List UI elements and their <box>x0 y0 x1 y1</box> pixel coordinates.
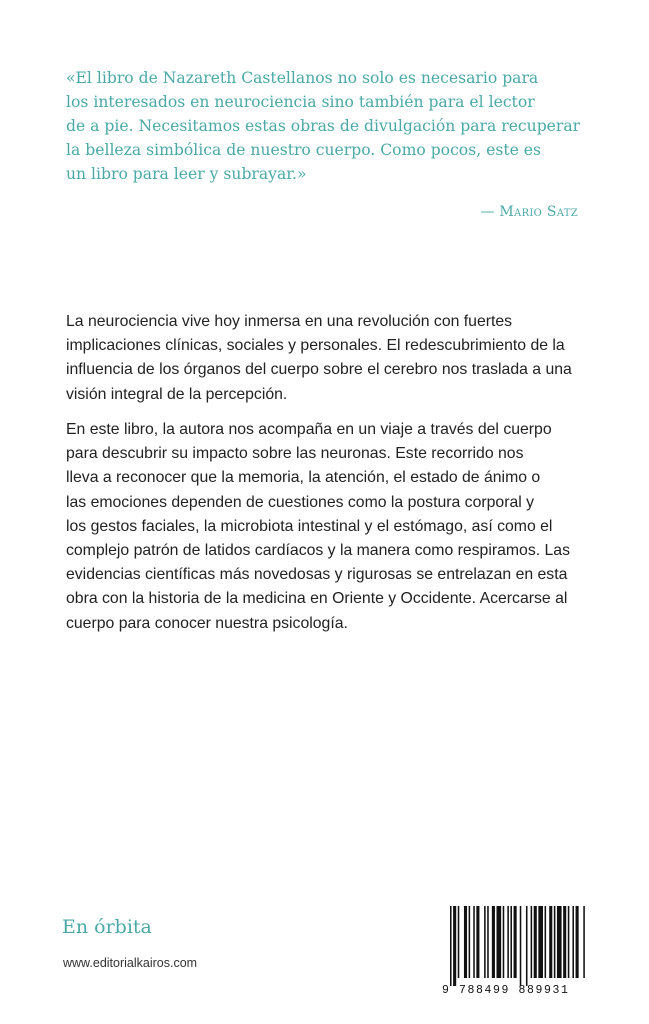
quote-line: los interesados en neurociencia sino también para el lector <box>66 93 535 111</box>
paragraph-line: En este libro, la autora nos acompaña en un viaje a través del cuerpo <box>66 421 552 438</box>
barcode-bar <box>458 906 460 978</box>
paragraph-line: obra con la historia de la medicina en Oriente y Occidente. Acercarse al <box>66 590 568 608</box>
barcode-bar <box>534 906 537 978</box>
collection-name: En órbita <box>62 916 152 938</box>
isbn-digits: 9 788499 889931 <box>442 984 570 997</box>
description-paragraph-2 <box>66 418 606 636</box>
paragraph-line: implicaciones clínicas, sociales y personales. El redescubrimiento de la <box>66 337 565 355</box>
barcode-bar <box>563 906 566 978</box>
barcode-bar <box>450 906 452 986</box>
barcode-bar <box>526 906 528 986</box>
barcode-bar <box>514 906 517 978</box>
endorsement-quote <box>66 66 596 186</box>
publisher-website: www.editorialkairos.com <box>63 956 198 970</box>
paragraph-line: los gestos faciales, la microbiota intestinal y el estómago, así como el <box>66 517 553 535</box>
quote-line: de a pie. Necesitamos estas obras de divulgación para recuperar <box>66 117 581 135</box>
paragraph-line: para descubrir su impacto sobre las neuronas. Este recorrido nos <box>66 445 524 463</box>
quote-line: la belleza simbólica de nuestro cuerpo. Como pocos, este es <box>66 141 542 159</box>
barcode-bar <box>538 906 543 978</box>
barcode-bar <box>487 906 489 978</box>
barcode-bar <box>492 906 495 978</box>
barcode-bar <box>507 906 509 978</box>
paragraph-line: influencia de los órganos del cuerpo sobre el cerebro nos traslada a una <box>66 361 572 379</box>
barcode-bar <box>464 906 467 978</box>
paragraph-line: lleva a reconocer que la memoria, la atención, el estado de ánimo o <box>66 469 541 487</box>
barcode-bar <box>520 906 522 986</box>
barcode-bars <box>436 906 588 986</box>
barcode-bar <box>583 906 585 978</box>
barcode-bar <box>531 906 533 978</box>
isbn-barcode <box>436 906 588 998</box>
paragraph-line: La neurociencia vive hoy inmersa en una revolución con fuertes <box>66 313 513 330</box>
barcode-bar <box>568 906 570 978</box>
barcode-bar <box>545 906 547 978</box>
quote-attribution <box>480 204 578 220</box>
paragraph-line: evidencias científicas más novedosas y rigurosas se entrelazan en esta <box>66 566 568 584</box>
barcode-bar <box>484 906 486 978</box>
attribution-dash: — <box>480 204 500 220</box>
barcode-bar <box>572 906 574 978</box>
description-paragraph-1 <box>66 310 606 407</box>
barcode-bar <box>473 906 475 978</box>
barcode-bar <box>469 906 471 978</box>
barcode-bar <box>497 906 502 978</box>
paragraph-line: visión integral de la percepción. <box>66 385 288 403</box>
paragraph-line: las emociones dependen de cuestiones como la postura corporal y <box>66 493 535 511</box>
barcode-bar <box>554 906 556 978</box>
barcode-bar <box>510 906 512 978</box>
barcode-bar <box>576 906 579 978</box>
barcode-bar <box>549 906 552 978</box>
quote-line: «El libro de Nazareth Castellanos no solo es necesario para <box>66 69 539 87</box>
quote-line: un libro para leer y subrayar.» <box>66 165 307 183</box>
barcode-bar <box>503 906 505 978</box>
quote-author: Mario Satz <box>499 204 578 220</box>
paragraph-line: cuerpo para conocer nuestra psicología. <box>66 614 348 632</box>
barcode-bar <box>476 906 479 978</box>
barcode-bar <box>453 906 456 986</box>
barcode-bar <box>557 906 562 978</box>
paragraph-line: complejo patrón de latidos cardíacos y la manera como respiramos. Las <box>66 542 570 560</box>
